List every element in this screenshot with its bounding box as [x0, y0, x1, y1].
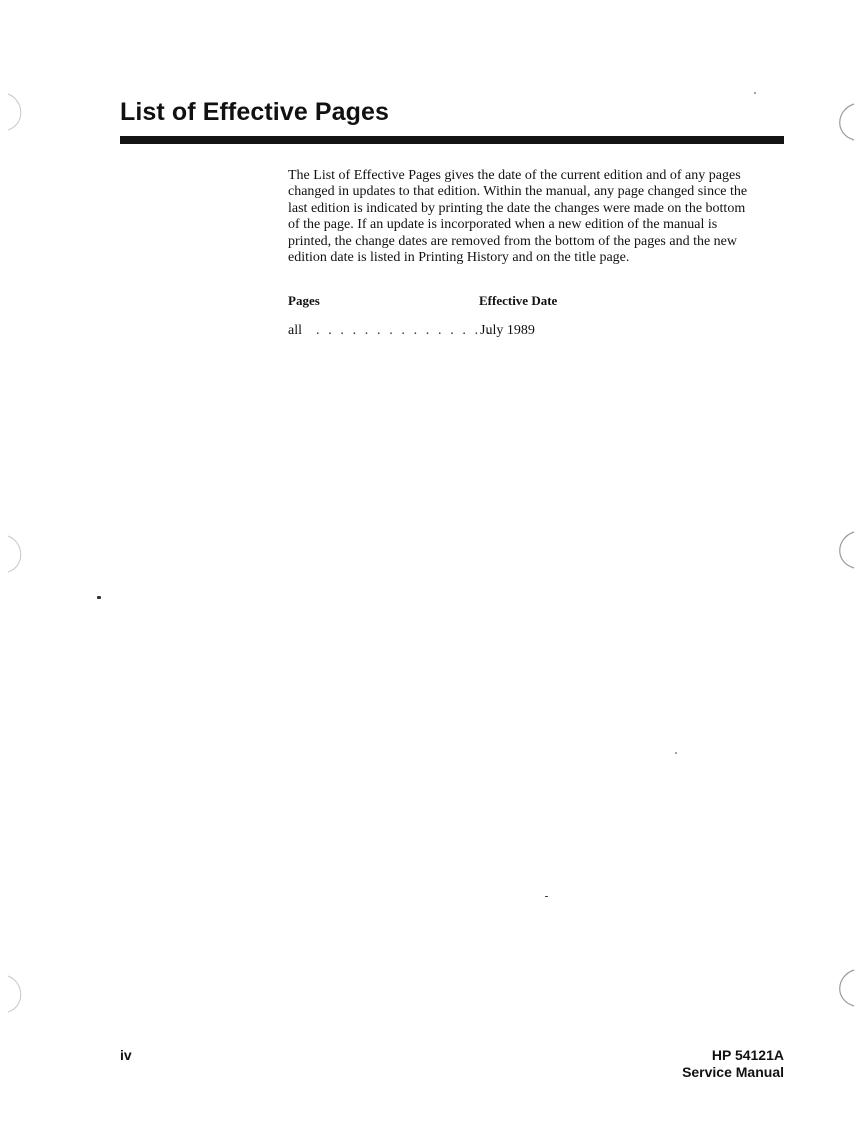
binder-hole-left-bottom [4, 972, 34, 1016]
binder-hole-left-top [4, 90, 34, 134]
intro-paragraph [288, 168, 788, 266]
scan-speck [97, 596, 101, 599]
page-title: List of Effective Pages [120, 98, 390, 126]
footer-model: HP 54121A [711, 1047, 784, 1063]
intro-line: The List of Effective Pages gives the date of the current edition and of any pages [288, 168, 741, 183]
scan-speck [675, 752, 677, 754]
dot-leader: . . . . . . . . . . . . . . . [316, 323, 493, 338]
binder-hole-left-middle [4, 532, 34, 576]
column-header-effective-date: Effective Date [479, 293, 558, 308]
row-pages: all [288, 323, 302, 338]
scan-speck [754, 92, 756, 94]
intro-line: printed, the change dates are removed from the bottom of the pages and the new [288, 233, 738, 249]
intro-line: edition date is listed in Printing History and on the title page. [288, 250, 630, 266]
intro-line: of the page. If an update is incorporated when a new edition of the manual is [288, 217, 718, 233]
binder-hole-right-middle [828, 528, 858, 572]
intro-line: last edition is indicated by printing the date the changes were made on the bottom [288, 200, 746, 216]
footer-page-number: iv [120, 1047, 132, 1063]
binder-hole-right-bottom [828, 966, 858, 1010]
intro-line: changed in updates to that edition. Within the manual, any page changed since the [288, 184, 748, 200]
footer-manual-title: Service Manual [682, 1064, 784, 1080]
binder-hole-right-top [828, 100, 858, 144]
scan-speck [545, 896, 548, 897]
table-row [288, 323, 588, 341]
column-header-pages: Pages [288, 293, 320, 308]
footer-manual-id [682, 1047, 784, 1081]
title-rule [120, 136, 784, 144]
row-effective-date: July 1989 [480, 323, 535, 338]
